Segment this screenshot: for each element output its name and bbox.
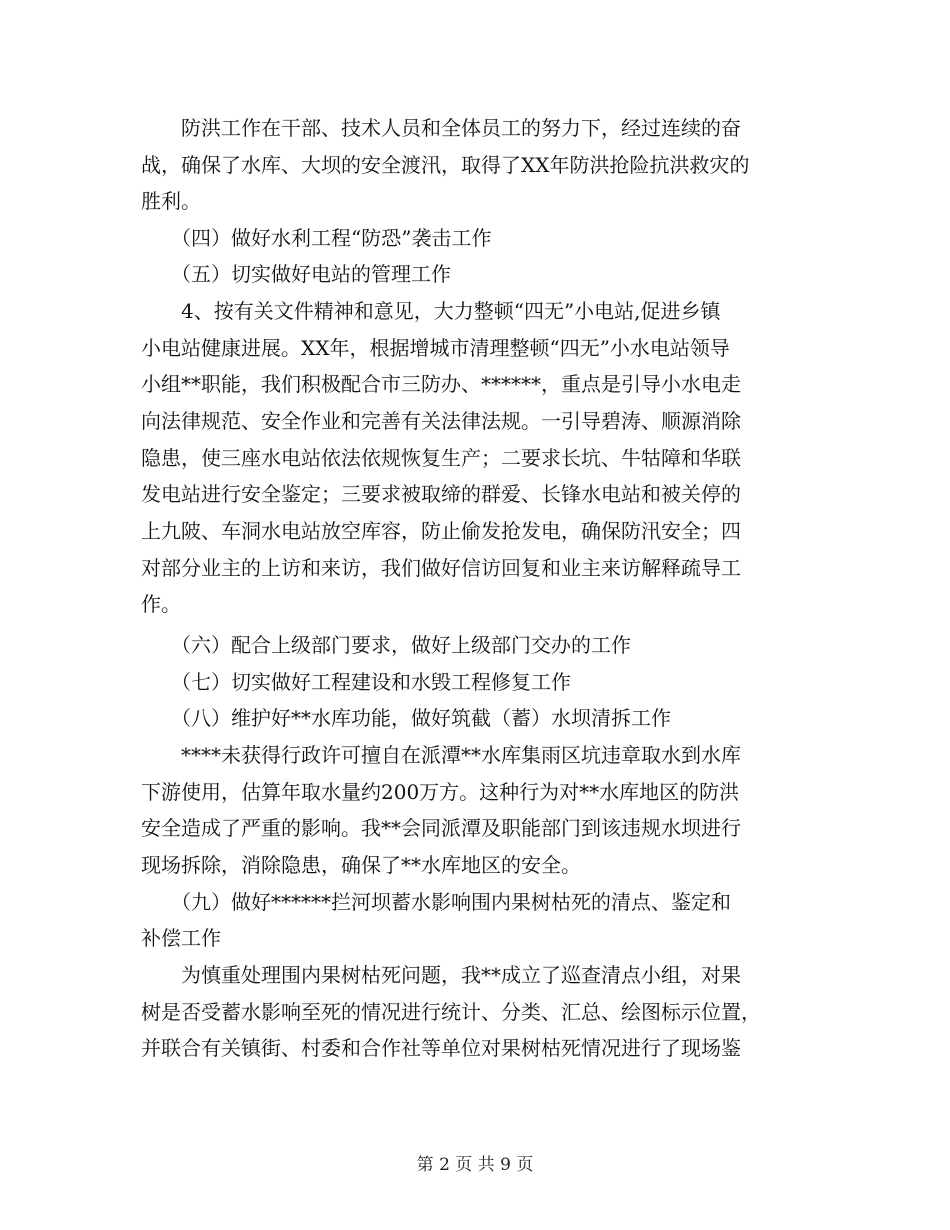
body-text-line: 小组**职能，我们积极配合市三防办、******，重点是引导小水电走 <box>141 372 741 396</box>
body-text-line: 并联合有关镇街、村委和合作社等单位对果树枯死情况进行了现场鉴 <box>141 1036 741 1060</box>
section-heading: （六）配合上级部门要求，做好上级部门交办的工作 <box>141 633 631 657</box>
body-text-line: 下游使用，估算年取水量约200万方。这种行为对**水库地区的防洪 <box>141 780 740 804</box>
body-text-line: 发电站进行安全鉴定；三要求被取缔的群爱、长锋水电站和被关停的 <box>141 482 741 506</box>
body-text-line: 胜利。 <box>141 189 201 213</box>
body-text-line: 为慎重处理围内果树枯死问题，我**成立了巡查清点小组，对果 <box>141 963 741 987</box>
body-text-line: 4、按有关文件精神和意见，大力整顿“四无”小电站,促进乡镇 <box>141 299 721 323</box>
section-heading: （五）切实做好电站的管理工作 <box>141 262 451 286</box>
page-number-footer: 第 2 页 共 9 页 <box>416 1155 534 1175</box>
section-heading: （七）切实做好工程建设和水毁工程修复工作 <box>141 670 571 694</box>
body-text-line: 防洪工作在干部、技术人员和全体员工的努力下，经过连续的奋 <box>141 116 741 140</box>
section-heading: （八）维护好**水库功能，做好筑截（蓄）水坝清拆工作 <box>141 706 671 730</box>
body-text-line: 补偿工作 <box>141 926 221 950</box>
body-text-line: 对部分业主的上访和来访，我们做好信访回复和业主来访解释疏导工 <box>141 556 741 580</box>
body-text-line: 现场拆除，消除隐患，确保了**水库地区的安全。 <box>141 853 581 877</box>
body-text-line: 向法律规范、安全作业和完善有关法律法规。一引导碧涛、顺源消除 <box>141 409 741 433</box>
body-text-line: 树是否受蓄水影响至死的情况进行统计、分类、汇总、绘图标示位置， <box>141 1000 761 1024</box>
body-text-line: 战，确保了水库、大坝的安全渡汛，取得了XX年防洪抢险抗洪救灾的 <box>141 153 750 177</box>
body-text-line: 小电站健康进展。XX年，根据增城市清理整顿“四无”小水电站领导 <box>141 336 730 360</box>
section-heading: （四）做好水利工程“防恐”袭击工作 <box>141 226 492 250</box>
body-text-line: ****未获得行政许可擅自在派潭**水库集雨区坑违章取水到水库 <box>141 743 741 767</box>
body-text-line: 上九陂、车洞水电站放空库容，防止偷发抢发电，确保防汛安全；四 <box>141 519 741 543</box>
body-text-line: 作。 <box>141 592 181 616</box>
body-text-line: 安全造成了严重的影响。我**会同派潭及职能部门到该违规水坝进行 <box>141 816 741 840</box>
section-heading: （九）做好******拦河坝蓄水影响围内果树枯死的清点、鉴定和 <box>141 890 731 914</box>
body-text-line: 隐患，使三座水电站依法依规恢复生产；二要求长坑、牛牯障和华联 <box>141 446 741 470</box>
